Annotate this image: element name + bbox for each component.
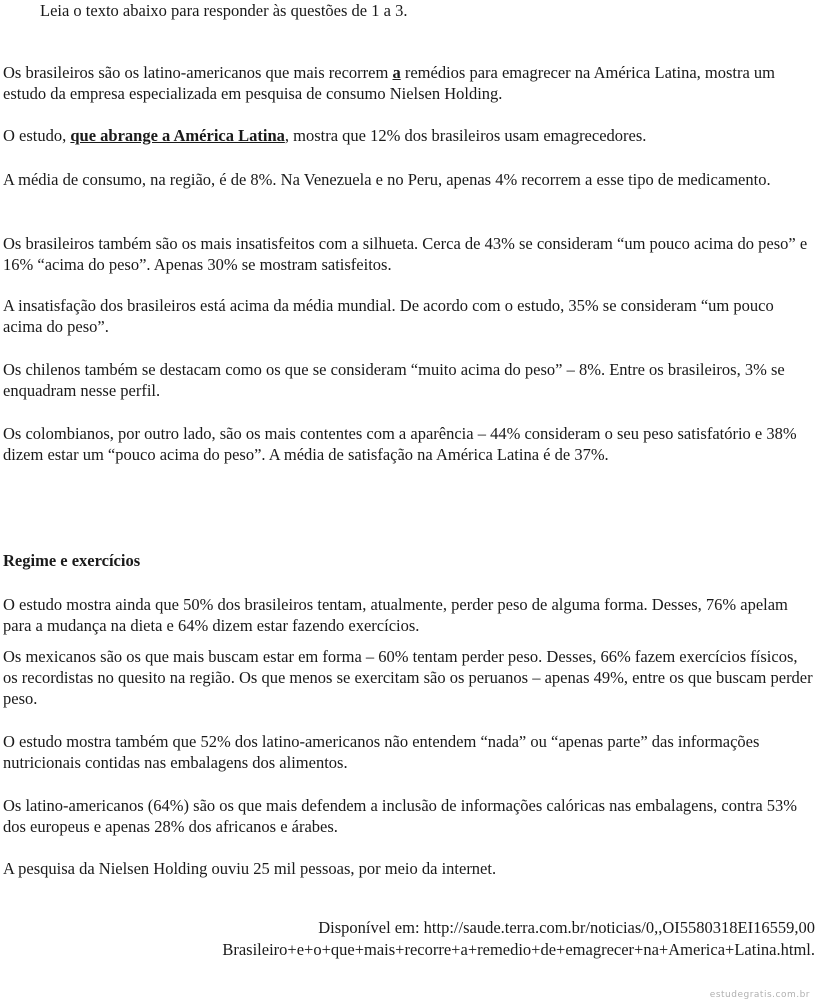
source-line-1: Disponível em: http://saude.terra.com.br/noticias/0,,OI5580318EI16559,00 [318,918,815,937]
paragraph-4: Os brasileiros também são os mais insatisfeitos com a silhueta. Cerca de 43% se consideram “um pouco acima do peso” e 16% “acima do peso”. Apenas 30% se mostram satisfeitos. [3,234,808,274]
paragraph-5: A insatisfação dos brasileiros está acima da média mundial. De acordo com o estudo, 35% se consideram “um pouco acima do peso”. [3,296,774,336]
watermark: estudegratis.com.br [709,990,810,1000]
paragraph-12: A pesquisa da Nielsen Holding ouviu 25 mil pessoas, por meio da internet. [3,859,497,878]
paragraph-1 [3,62,815,104]
paragraph-1-start: Os brasileiros são os latino-americanos que mais recorrem [3,63,393,82]
paragraph-9: Os mexicanos são os que mais buscam estar em forma – 60% tentam perder peso. Desses, 66% fazem exercícios físicos, os recordistas no quesito na região. Os que menos se exercitam são os peruanos – apenas 49%, entre os que buscam perder peso. [3,647,813,708]
source-line-2: Brasileiro+e+o+que+mais+recorre+a+remedio+de+emagrecer+na+America+Latina.html. [222,940,815,959]
paragraph-11: Os latino-americanos (64%) são os que mais defendem a inclusão de informações calóricas nas embalagens, contra 53% dos europeus e apenas 28% dos africanos e árabes. [3,796,798,836]
paragraph-3: A média de consumo, na região, é de 8%. Na Venezuela e no Peru, apenas 4% recorrem a esse tipo de medicamento. [3,170,771,189]
paragraph-2-end: , mostra que 12% dos brasileiros usam emagrecedores. [284,126,647,145]
paragraph-2 [3,125,815,146]
paragraph-10: O estudo mostra também que 52% dos latino-americanos não entendem “nada” ou “apenas parte” das informações nutricionais contidas nas embalagens dos alimentos. [3,732,760,772]
source-citation [222,917,815,961]
section-heading: Regime e exercícios [3,551,141,570]
highlighted-phrase: que abrange a América Latina [70,126,285,145]
paragraph-6: Os chilenos também se destacam como os que se consideram “muito acima do peso” – 8%. Entre os brasileiros, 3% se enquadram nesse perfil. [3,360,785,400]
paragraph-1-end: remédios para emagrecer na América Latina, mostra um estudo da empresa especializada em pesquisa de consumo Nielsen Holding. [3,63,776,103]
instruction-text: Leia o texto abaixo para responder às questões de 1 a 3. [40,1,408,20]
paragraph-8: O estudo mostra ainda que 50% dos brasileiros tentam, atualmente, perder peso de alguma forma. Desses, 76% apelam para a mudança na dieta e 64% dizem estar fazendo exercícios. [3,595,788,635]
paragraph-7: Os colombianos, por outro lado, são os mais contentes com a aparência – 44% consideram o seu peso satisfatório e 38% dizem estar um “pouco acima do peso”. A média de satisfação na América Latina é de 37%. [3,424,797,464]
highlighted-word: a [392,63,401,82]
paragraph-2-start: O estudo, [3,126,71,145]
